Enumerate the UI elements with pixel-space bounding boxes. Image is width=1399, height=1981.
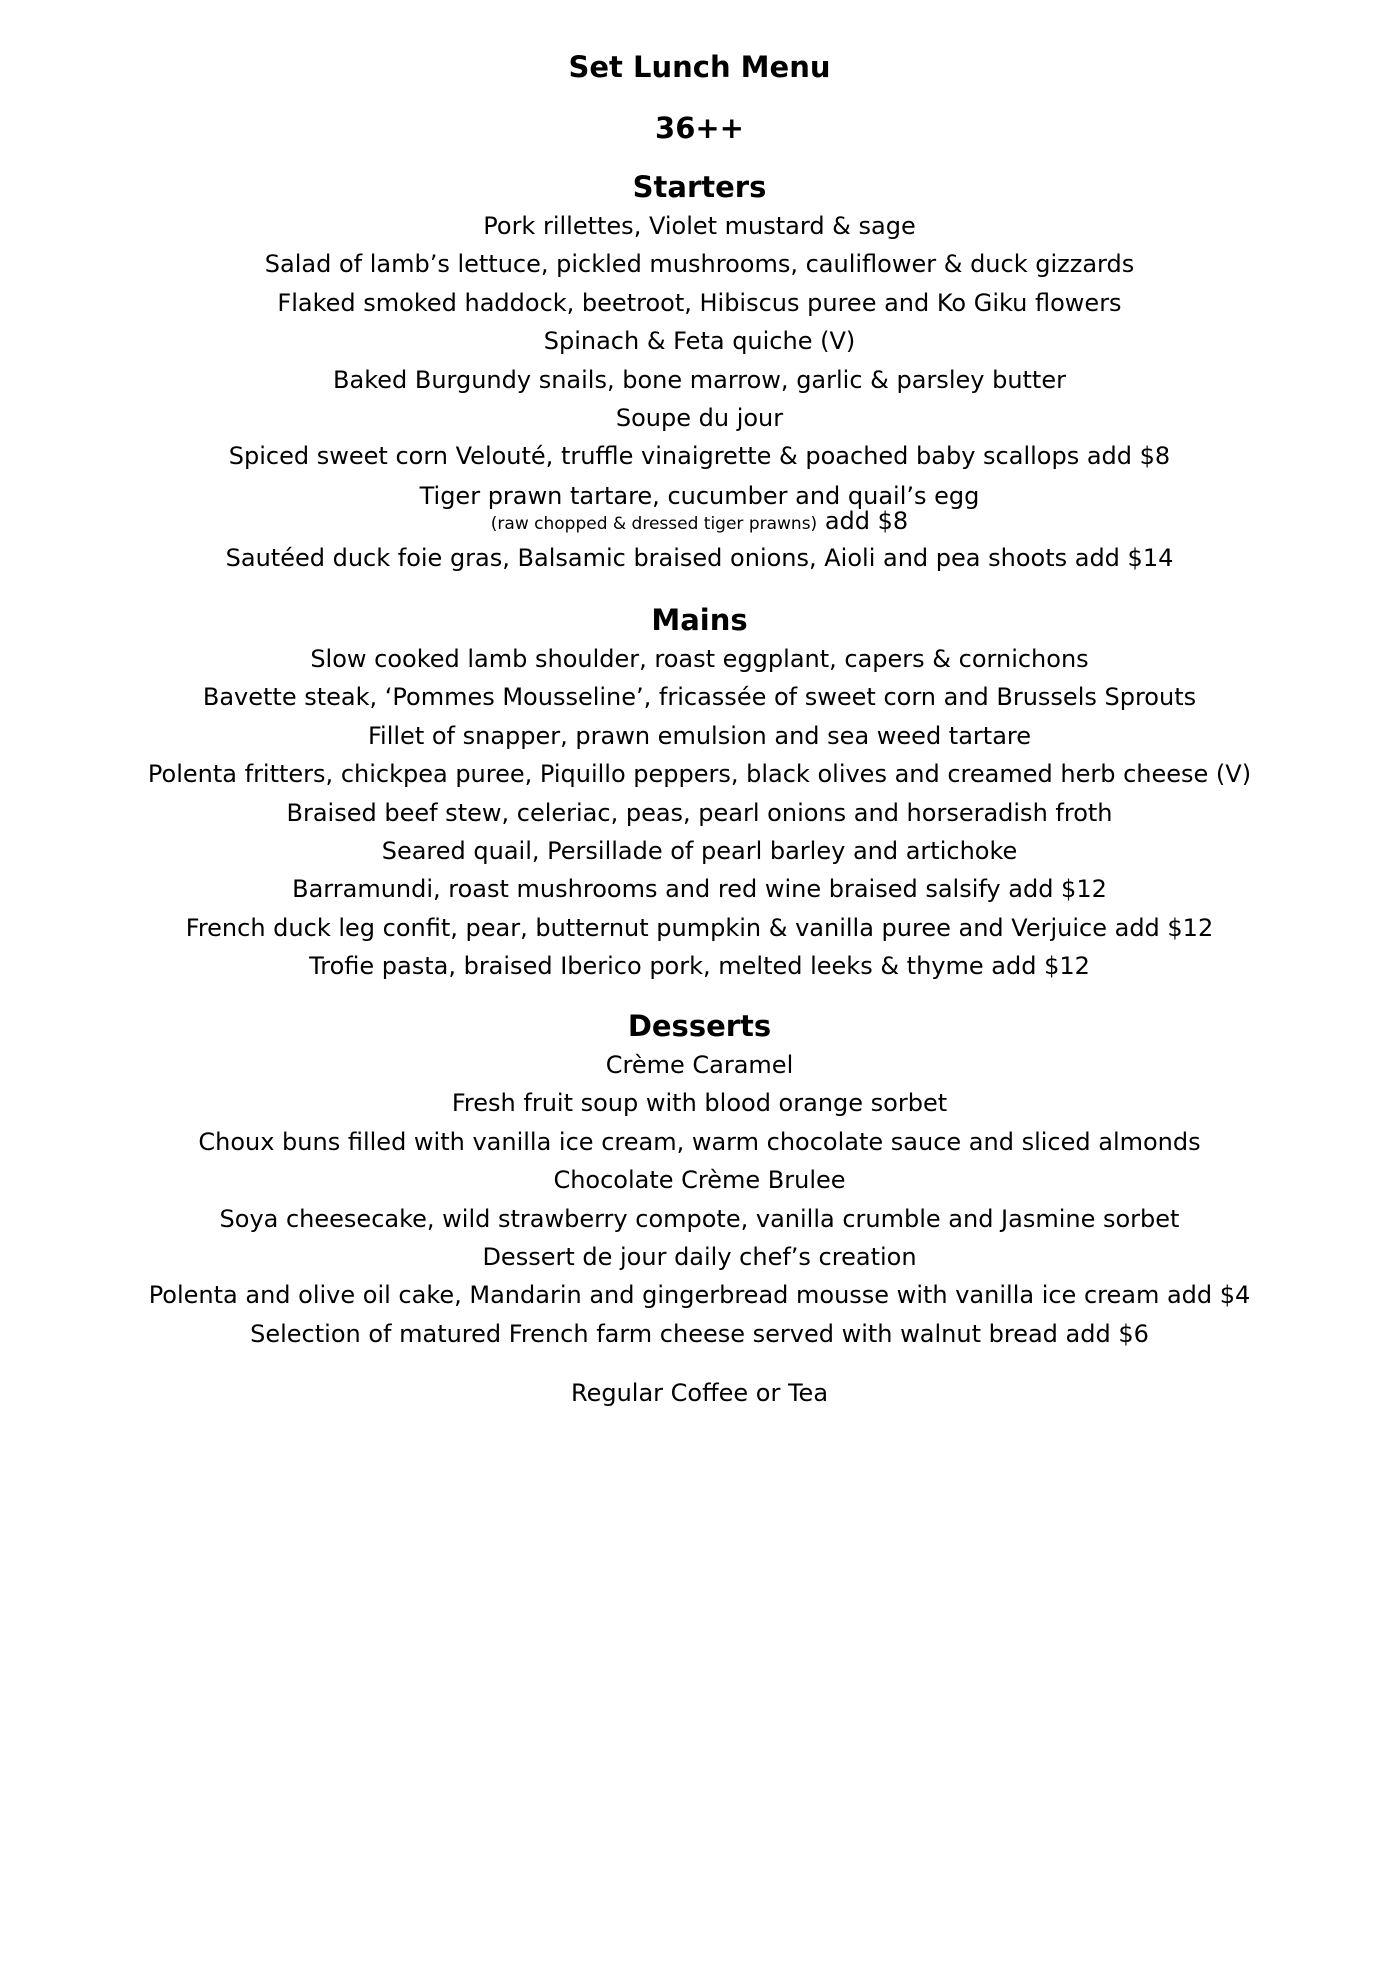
list-item: Bavette steak, ‘Pommes Mousseline’, fricassée of sweet corn and Brussels Sprouts [202, 683, 1197, 712]
list-item: Sautéed duck foie gras, Balsamic braised onions, Aioli and pea shoots add $14 [225, 543, 1174, 572]
list-item: Barramundi, roast mushrooms and red wine braised salsify add $12 [292, 875, 1107, 904]
tartare-note-line [0, 506, 1399, 535]
list-item: Baked Burgundy snails, bone marrow, garlic & parsley butter [333, 365, 1066, 394]
list-item: Choux buns filled with vanilla ice cream, warm chocolate sauce and sliced almonds [198, 1127, 1201, 1156]
tartare-note: (raw chopped & dressed tiger prawns) [490, 513, 818, 534]
list-item: Salad of lamb’s lettuce, pickled mushrooms, cauliflower & duck gizzards [264, 250, 1135, 279]
list-item: Soya cheesecake, wild strawberry compote, vanilla crumble and Jasmine sorbet [219, 1204, 1180, 1233]
desserts-section [0, 1006, 1399, 1353]
menu-price: 36++ [655, 111, 744, 145]
desserts-heading: Desserts [627, 1009, 772, 1043]
tartare-supplement: add $8 [824, 506, 909, 535]
starters-list [0, 207, 1399, 577]
mains-list [0, 640, 1399, 986]
list-item: Trofie pasta, braised Iberico pork, melted leeks & thyme add $12 [309, 952, 1090, 981]
list-item: Chocolate Crème Brulee [553, 1166, 846, 1195]
list-item: Polenta and olive oil cake, Mandarin and gingerbread mousse with vanilla ice cream add $4 [148, 1281, 1251, 1310]
list-item: Slow cooked lamb shoulder, roast eggplant, capers & cornichons [310, 645, 1089, 673]
tartare-name: Tiger prawn tartare, cucumber and quail’s egg [419, 481, 980, 510]
list-item: Spiced sweet corn Velouté, truffle vinaigrette & poached baby scallops add $8 [228, 442, 1171, 471]
desserts-list [0, 1046, 1399, 1353]
list-item: Fresh fruit soup with blood orange sorbet [451, 1089, 948, 1118]
list-item-tartare [0, 476, 1399, 539]
list-item: Pork rillettes, Violet mustard & sage [483, 212, 916, 240]
mains-section [0, 600, 1399, 986]
list-item: French duck leg confit, pear, butternut pumpkin & vanilla puree and Verjuice add $12 [185, 913, 1214, 942]
list-item: Polenta fritters, chickpea puree, Piquillo peppers, black olives and creamed herb cheese (V) [147, 760, 1252, 789]
mains-heading: Mains [651, 603, 748, 637]
menu-title: Set Lunch Menu [568, 50, 831, 84]
list-item: Soupe du jour [615, 404, 784, 433]
starters-heading: Starters [632, 170, 767, 204]
menu-footer: Regular Coffee or Tea [570, 1379, 829, 1407]
list-item: Selection of matured French farm cheese served with walnut bread add $6 [250, 1319, 1149, 1348]
list-item: Flaked smoked haddock, beetroot, Hibiscus puree and Ko Giku flowers [277, 288, 1122, 317]
list-item: Spinach & Feta quiche (V) [543, 327, 856, 356]
list-item: Seared quail, Persillade of pearl barley and artichoke [381, 837, 1018, 866]
list-item: Braised beef stew, celeriac, peas, pearl onions and horseradish froth [286, 798, 1113, 827]
list-item: Crème Caramel [605, 1051, 794, 1079]
list-item: Fillet of snapper, prawn emulsion and sea weed tartare [367, 721, 1032, 750]
list-item: Dessert de jour daily chef’s creation [482, 1243, 917, 1272]
starters-section [0, 167, 1399, 577]
